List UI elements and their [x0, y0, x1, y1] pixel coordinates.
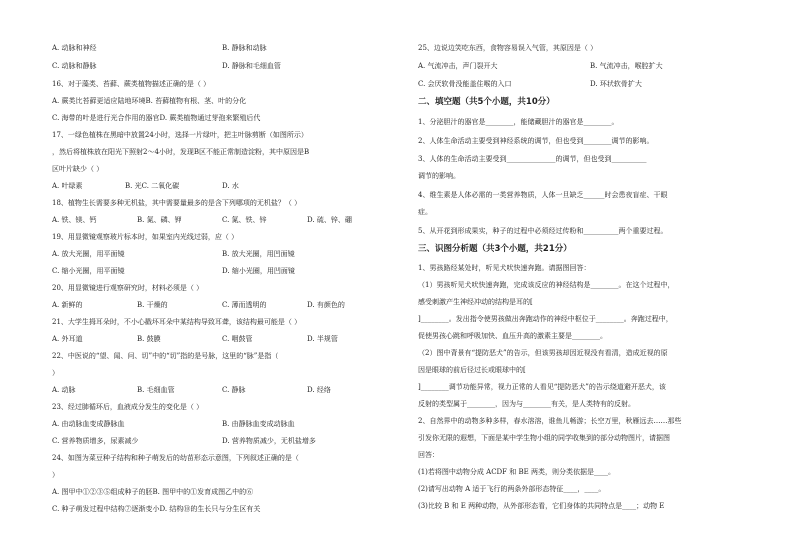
- question-17-line1: 17、一绿色植株在黑暗中放置24小时，选择一片绿叶，把主叶脉剪断（如图所示）: [52, 131, 308, 139]
- fill-question-5: 5、从开花到形成果实，种子的过程中必须经过传粉和__________两个重要过程。: [418, 227, 668, 235]
- question-19: 19、用显微镜观察玻片标本时，如果室内光线过弱，应（ ）: [52, 233, 239, 241]
- option-d: D. 环状软骨扩大: [590, 80, 642, 88]
- analysis-question-2: 2、自然界中的动物多种多样，春水溶溶，谁鱼儿畅游；长空万里，秋雁远去……那些: [418, 417, 682, 425]
- section-heading-fill-blank: 二、填空题（共5个小题，共10分）: [418, 97, 555, 107]
- option-c: C. 静脉: [222, 386, 246, 394]
- analysis-q2-sub2: (2)请写出动物 A 适于飞行的两条外部形态特征____，____。: [418, 485, 606, 493]
- option-c: C. 咽鼓管: [222, 335, 253, 343]
- option-a: A. 气流冲击，声门裂开大: [418, 62, 498, 70]
- option-d: D. 水: [222, 182, 239, 190]
- fill-question-3-cont: 调节的影响。: [418, 172, 460, 180]
- question-22-line2: ）: [52, 369, 59, 377]
- option-b: B. 气流冲击，喉腔扩大: [590, 62, 663, 70]
- fill-question-3: 3、人体的生命活动主要受到______________的调节，但也受到__________: [418, 155, 647, 163]
- question-16-ab: A. 蕨类比苔藓更适应陆地环境B. 苔藓植物有根、茎、叶的分化: [52, 97, 247, 105]
- option-c: C. 会厌软骨没能盖住喉的入口: [418, 80, 512, 88]
- question-17-line3: 区叶片缺少（ ）: [52, 165, 104, 173]
- analysis-q2-sub3: (3)比较 B 和 E 两种动物，从外部形态看，它们身体的共同特点是____；动物 E: [418, 502, 665, 510]
- analysis-q1-part1-line3: ]________。发出指令使男孩做出奔跑动作的神经中枢位于________。奔跑过程中，: [418, 315, 673, 323]
- question-20: 20、用显微镜进行观察研究时，材料必须是（ ）: [52, 284, 204, 292]
- question-24-ab: A. 图甲中①②③⑤组成种子的胚B. 图甲中的①发育成图乙中的⑥: [52, 488, 254, 496]
- option-b: B. 毛细血管: [137, 386, 175, 394]
- option-c: C. 动脉和静脉: [52, 62, 97, 70]
- analysis-q1-part2-line3: ]________调节功能异常，视力正常的人看见“提防恶犬”的告示绕道避开恶犬，该: [418, 383, 666, 391]
- question-17-line2: ，然后将植株放在阳光下照射2～4小时，发现B区不能正常制造淀粉，其中原因是B: [52, 148, 310, 156]
- option-d: D. 有颜色的: [307, 301, 345, 309]
- fill-question-4: 4、维生素是人体必需的一类营养物质，人体一旦缺乏______时会患夜盲症、干眼: [418, 191, 668, 199]
- option-d: D. 营养物质减少，无机盐增多: [222, 437, 316, 445]
- section-heading-diagram-analysis: 三、识图分析题（共3个小题，共21分）: [418, 244, 572, 254]
- analysis-question-1: 1、男孩路经某处时，听见犬吠快速奔跑。请据图回答：: [418, 264, 591, 272]
- fill-question-1: 1、分泌胆汁的器官是________，能储藏胆汁的器官是________。: [418, 118, 619, 126]
- question-24-line1: 24、如图为菜豆种子结构和种子萌发后的幼苗形态示意图，下列叙述正确的是（: [52, 454, 299, 462]
- option-a: A. 放大光圈，用平面镜: [52, 250, 125, 258]
- question-16: 16、对于藻类、苔藓、蕨类植物描述正确的是（ ）: [52, 80, 211, 88]
- option-d: D. 半规管: [307, 335, 338, 343]
- question-18: 18、植物生长需要多种无机盐，其中需要量最多的是含下列哪项的无机盐？（ ）: [52, 199, 302, 207]
- option-b: B. 放大光圈，用凹面镜: [222, 250, 295, 258]
- option-a: A. 外耳道: [52, 335, 83, 343]
- option-b: B. 由静脉血变成动脉血: [222, 420, 295, 428]
- analysis-question-2-line2: 引发你无限的遐想，下面是某中学生物小组的同学收集到的部分动物图片，请据图: [418, 434, 670, 442]
- question-24-line2: ）: [52, 471, 59, 479]
- analysis-q1-part1-line2: 感受刺激产生神经冲动的结构是耳的[: [418, 298, 533, 306]
- option-b: B. 干燥的: [137, 301, 168, 309]
- option-a: A. 新鲜的: [52, 301, 83, 309]
- option-d: D. 缩小光圈，用凹面镜: [222, 267, 295, 275]
- option-a: A. 叶绿素: [52, 182, 83, 190]
- option-c: C. 薄而透明的: [222, 301, 267, 309]
- fill-question-2: 2、人体生命活动主要受到神经系统的调节，但也受到________调节的影响。: [418, 137, 654, 145]
- fill-question-4-cont: 症。: [418, 208, 432, 216]
- option-d: D. 硫、锌、硼: [307, 216, 352, 224]
- question-25: 25、边说边笑吃东西，食物容易误入气管，其原因是（ ）: [418, 44, 598, 52]
- option-c: C. 营养物质增多，尿素减少: [52, 437, 139, 445]
- analysis-q1-part2: （2）图中背景有“提防恶犬”的告示，但该男孩却因近视没有看清，造成近视的原: [418, 349, 668, 357]
- analysis-question-2-line3: 回答：: [418, 451, 439, 459]
- option-a: A. 由动脉血变成静脉血: [52, 420, 125, 428]
- analysis-q2-sub1: (1)若将图中动物分成 ACDF 和 BE 两类，则分类依据是____。: [418, 468, 615, 476]
- analysis-q1-part2-line2: 因是眼球的前后径过长或眼球中的[: [418, 366, 526, 374]
- question-22-line1: 22、中医说的“望、闻、问、切”中的“切”指的是号脉，这里的“脉”是指（: [52, 352, 279, 360]
- analysis-q1-part1-line4: 促使男孩心跳和呼吸加快、血压升高的激素主要是________。: [418, 332, 607, 340]
- option-a: A. 动脉: [52, 386, 76, 394]
- option-d: D. 经络: [307, 386, 331, 394]
- option-b: B. 氮、磷、钾: [137, 216, 182, 224]
- option-a: A. 动脉和神经: [52, 44, 97, 52]
- option-d: D. 静脉和毛细血管: [222, 62, 281, 70]
- option-bc: B. 光C. 二氧化碳: [125, 182, 180, 190]
- option-b: B. 鼓膜: [137, 335, 161, 343]
- option-a: A. 铁、镁、钙: [52, 216, 97, 224]
- question-16-cd: C. 海带的叶是进行光合作用的器官D. 蕨类植物通过芽孢来繁殖后代: [52, 114, 261, 122]
- question-21: 21、大学生拇耳朵时，不小心戳坏耳朵中某结构导致耳聋，该结构最可能是（ ）: [52, 318, 302, 326]
- analysis-q1-part1: （1）男孩听见犬吠快速奔跑，完成该反应的神经结构是________。在这个过程中，: [418, 281, 675, 289]
- option-b: B. 静脉和动脉: [222, 44, 267, 52]
- option-c: C. 氮、铁、锌: [222, 216, 267, 224]
- question-24-cd: C. 种子萌发过程中结构⑦逐渐变小D. 结构⑩的生长只与分生区有关: [52, 505, 261, 513]
- question-23: 23、经过肺循环后，血液成分发生的变化是（ ）: [52, 403, 204, 411]
- analysis-q1-part2-line4: 反射的类型属于________，因为与________有关，是人类特有的反射。: [418, 400, 635, 408]
- option-c: C. 缩小光圈，用平面镜: [52, 267, 125, 275]
